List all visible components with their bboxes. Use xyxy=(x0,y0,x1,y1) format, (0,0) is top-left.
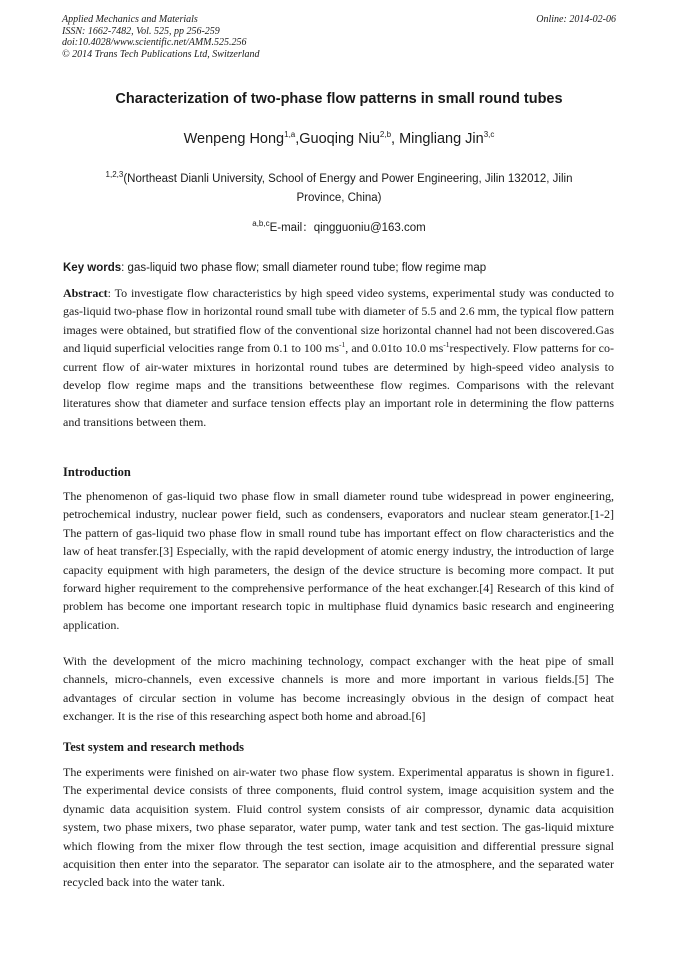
author-name: ,Guoqing Niu xyxy=(295,130,380,147)
abstract-text: , and 0.01to 10.0 ms xyxy=(345,341,444,356)
affiliation xyxy=(80,165,598,208)
keywords-label: Key words xyxy=(63,262,122,274)
copyright-line: © 2014 Trans Tech Publications Ltd, Switzerland xyxy=(62,48,260,60)
email-address: qingguoniu@163.com xyxy=(313,222,426,234)
author-superscript: 1,a xyxy=(284,130,296,139)
affiliation-text: (Northeast Dianli University, School of Energy and Power Engineering, Jilin 132012, Jilin Province, China) xyxy=(123,172,573,204)
author-name: Wenpeng Hong xyxy=(183,130,285,147)
keywords-text: : gas-liquid two phase flow; small diameter round tube; flow regime map xyxy=(121,262,487,274)
doi-line: doi:10.4028/www.scientific.net/AMM.525.256 xyxy=(62,37,247,48)
keywords xyxy=(63,262,615,274)
abstract xyxy=(63,284,614,431)
abstract-label: Abstract xyxy=(63,286,108,300)
online-date: Online: 2014-02-06 xyxy=(536,14,616,25)
author-list xyxy=(0,130,678,147)
email-superscript: a,b,c xyxy=(252,219,270,229)
abstract-text: : To investigate flow characteristics by high speed video systems, experimental study was conducted to gas-liquid two-phase flow in horizontal round small tube with diameter of 5.5 and 2.6 mm, the typical flow pattern images were obtained, but stratified flow of the conventional size horizontal channel had not been discovered.Gas and liquid superficial velocities range from 0.1 to 100 ms xyxy=(63,286,614,356)
unit-superscript: -1 xyxy=(339,340,346,350)
abstract-text: respectively. Flow patterns for co-current flow of air-water mixtures in horizontal round tubes are determined by high-speed video analysis to develop flow regime maps and the transitions betweenthese flow regimes. Comparisons with the relevant literatures show that diameter and surface tension effects play an important role in determining the flow patterns and transitions between them. xyxy=(63,341,614,429)
author-superscript: 3,c xyxy=(483,130,495,139)
methods-paragraph-1: The experiments were finished on air-water two phase flow system. Experimental apparatus is shown in figure1. The experimental device consists of three components, fluid control system, image acquisition system and the dynamic data acquisition system. Fluid control system consists of air compressor, dynamic data acquisition system, two phase mixers, two phase separator, water pump, water tank and test section. The gas-liquid mixture which flowing from the mixer flow through the test section, image acquisition and differential pressure signal acquisition then enter into the separator. The separator can isolate air to the atmosphere, and the separated water recycled back into the water tank. xyxy=(63,765,614,890)
journal-name: Applied Mechanics and Materials xyxy=(62,14,198,25)
issn-line: ISSN: 1662-7482, Vol. 525, pp 256-259 xyxy=(62,25,220,37)
email-separator: ： xyxy=(302,222,314,234)
introduction-paragraph-2: With the development of the micro machining technology, compact exchanger with the heat pipe of small channels, micro-channels, even excessive channels is more and more important in various fields.[5] The advantages of circular section in volume has become increasingly obvious in the design of compact heat exchanger. It is the rise of this researching aspect both home and abroad.[6] xyxy=(63,654,614,724)
introduction-paragraph-1: The phenomenon of gas-liquid two phase flow in small diameter round tube widespread in power engineering, petrochemical industry, nuclear power field, such as condensers, evaporators and nuclear steam generator.[1-2] The pattern of gas-liquid two phase flow in small round tube has important effect on flow characteristics and the law of heat transfer.[3] Especially, with the rapid development of atomic energy industry, the introduction of large capacity equipment with high parameters, the design of the device structure is becoming more compact. It put forward higher requirement to the comprehensive performance of the heat exchanger.[4] Research of this kind of problem has become one important research topic in multiphase fluid dynamics basic research and engineering application. xyxy=(63,489,614,632)
email-line xyxy=(0,219,678,235)
paper-title: Characterization of two-phase flow patterns in small round tubes xyxy=(115,91,563,107)
unit-superscript: -1 xyxy=(443,340,450,350)
author-name: , Mingliang Jin xyxy=(391,130,484,147)
affiliation-superscript: 1,2,3 xyxy=(105,170,124,179)
author-superscript: 2,b xyxy=(379,130,392,139)
introduction-heading: Introduction xyxy=(63,465,131,479)
email-label: E-mail xyxy=(269,222,303,234)
methods-heading: Test system and research methods xyxy=(63,740,245,754)
journal-header xyxy=(62,14,616,60)
